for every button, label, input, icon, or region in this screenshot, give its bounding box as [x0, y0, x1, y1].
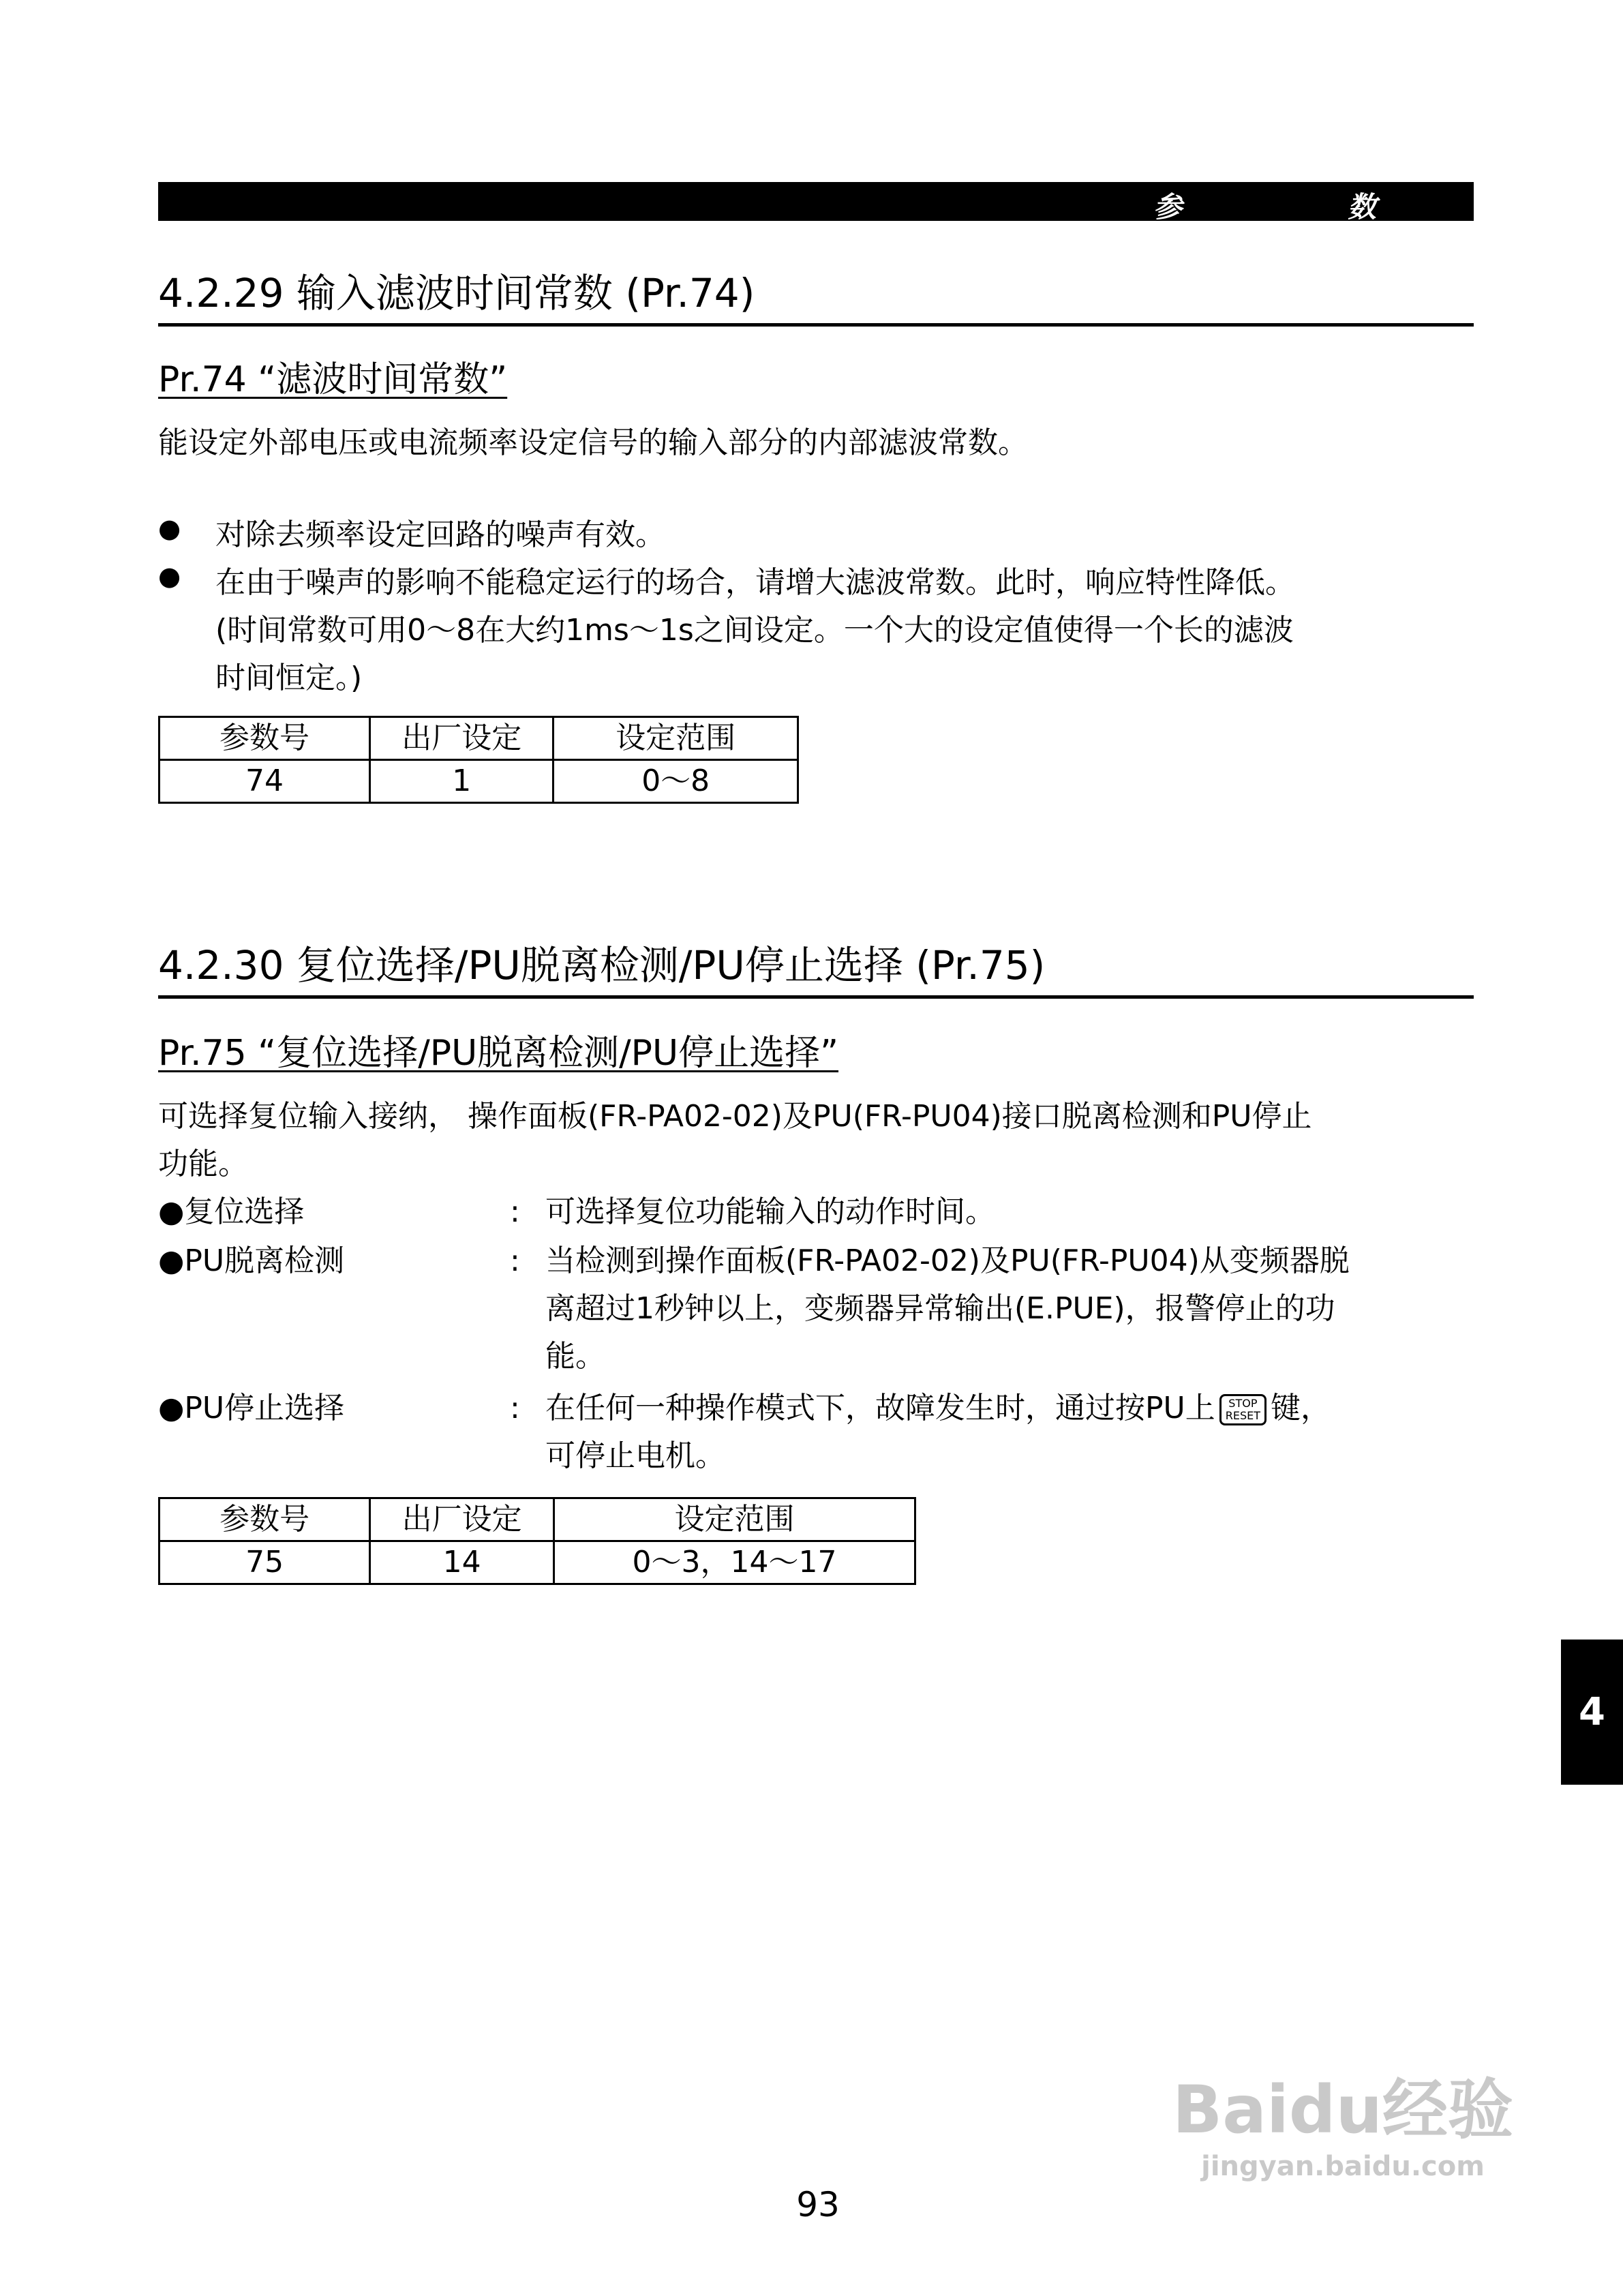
table-header-row — [160, 1498, 915, 1541]
stop-reset-key-icon — [1219, 1394, 1266, 1425]
chapter-side-tab: 4 — [1561, 1640, 1623, 1785]
table-cell: 74 — [160, 760, 370, 803]
table-header-cell: 参数号 — [160, 717, 370, 760]
table-cell: 14 — [370, 1541, 554, 1584]
section-429-note-line-2: 时间恒定。) — [215, 661, 363, 695]
item-label-pu-disconnect: ●PU脱离检测 — [158, 1243, 345, 1278]
header-right-word: 数 — [1348, 190, 1377, 224]
section-429-heading: 4.2.29 输入滤波时间常数 (Pr.74) — [158, 267, 1474, 327]
watermark-line-2: jingyan.baidu.com — [1201, 2151, 1485, 2182]
table-row — [160, 1541, 915, 1584]
item-colon: : — [510, 1391, 520, 1425]
item-label-pu-stop-select: ●PU停止选择 — [158, 1391, 345, 1425]
section-429-intro: 能设定外部电压或电流频率设定信号的输入部分的内部滤波常数。 — [158, 425, 1028, 460]
table-header-cell: 设定范围 — [553, 1498, 915, 1541]
item-desc-pu-stop-line-1 — [545, 1385, 1479, 1432]
item-desc-pu-disconnect-line-2: 离超过1秒钟以上，变频器异常输出(E.PUE)，报警停止的功 — [545, 1291, 1335, 1326]
bullet-dot: ● — [158, 513, 181, 543]
bullet-dot: ● — [158, 561, 181, 591]
item-desc-pu-disconnect-line-3: 能。 — [545, 1339, 605, 1374]
section-429-subheading: Pr.74 “滤波时间常数” — [158, 359, 508, 400]
section-430-intro-line-2: 功能。 — [158, 1147, 248, 1181]
section-429-note-line-1: (时间常数可用0～8在大约1ms～1s之间设定。一个大的设定值使得一个长的滤波 — [215, 613, 1294, 648]
key-top-label: STOP — [1228, 1397, 1258, 1410]
table-header-cell: 设定范围 — [553, 717, 798, 760]
key-bottom-label: RESET — [1225, 1409, 1261, 1422]
param-table-75 — [158, 1497, 916, 1585]
param-table-74 — [158, 716, 799, 804]
item-colon: : — [510, 1194, 520, 1229]
table-cell: 1 — [370, 760, 553, 803]
table-cell: 75 — [160, 1541, 370, 1584]
table-row — [160, 760, 798, 803]
item-desc-pu-stop-line-2: 可停止电机。 — [545, 1438, 725, 1473]
item-colon: : — [510, 1243, 520, 1278]
baidu-watermark-logo — [1152, 2072, 1534, 2186]
table-header-row — [160, 717, 798, 760]
section-429-bullet-2: 在由于噪声的影响不能稳定运行的场合，请增大滤波常数。此时，响应特性降低。 — [215, 565, 1295, 600]
header-left-word: 参 — [1153, 190, 1183, 224]
table-cell: 0～3，14～17 — [553, 1541, 915, 1584]
item-desc-pu-disconnect-line-1: 当检测到操作面板(FR-PA02-02)及PU(FR-PU04)从变频器脱 — [545, 1243, 1350, 1278]
section-429-bullet-1: 对除去频率设定回路的噪声有效。 — [215, 517, 665, 552]
item-desc-pu-stop-text-before: 在任何一种操作模式下，故障发生时，通过按PU上 — [545, 1391, 1215, 1425]
table-header-cell: 出厂设定 — [370, 717, 553, 760]
item-desc-reset-select: 可选择复位功能输入的动作时间。 — [545, 1194, 995, 1229]
item-label-reset-select: ●复位选择 — [158, 1194, 305, 1229]
item-desc-pu-stop-text-after: 键， — [1271, 1391, 1331, 1425]
section-430-intro-line-1: 可选择复位输入接纳， 操作面板(FR-PA02-02)及PU(FR-PU04)接口脱离检测和PU停止 — [158, 1099, 1312, 1134]
chapter-header-bar — [158, 182, 1474, 224]
table-cell: 0～8 — [553, 760, 798, 803]
table-header-cell: 出厂设定 — [370, 1498, 554, 1541]
section-430-heading: 4.2.30 复位选择/PU脱离检测/PU停止选择 (Pr.75) — [158, 939, 1474, 999]
section-430-subheading: Pr.75 “复位选择/PU脱离检测/PU停止选择” — [158, 1033, 839, 1074]
table-header-cell: 参数号 — [160, 1498, 370, 1541]
page-number: 93 — [796, 2185, 840, 2224]
watermark-line-1: Baidu经验 — [1172, 2072, 1513, 2148]
